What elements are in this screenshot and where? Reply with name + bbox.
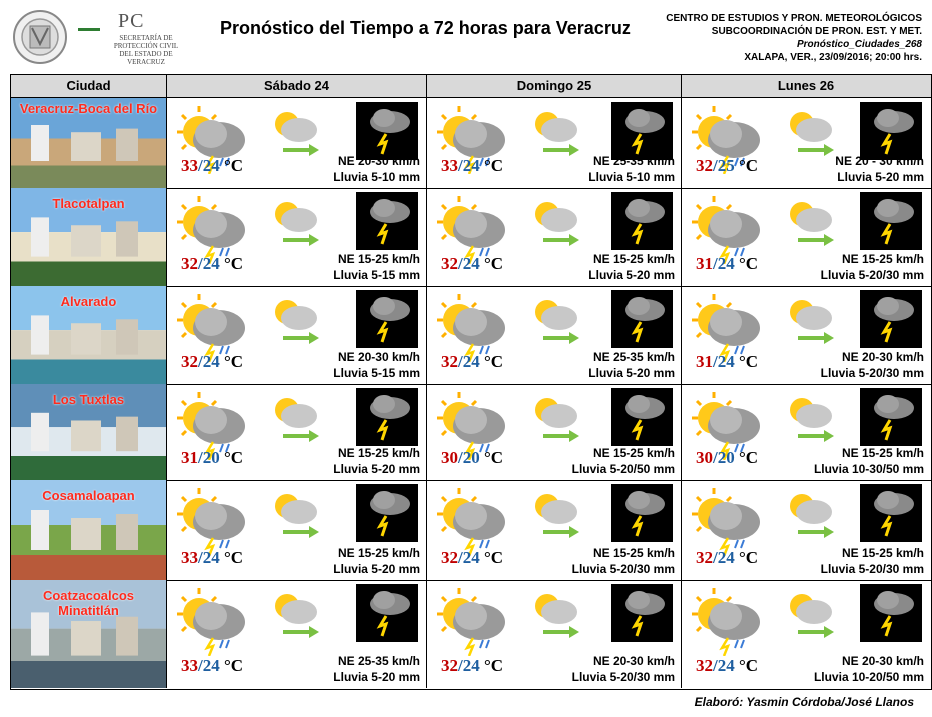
temp-unit: °C	[223, 448, 244, 467]
wind-forecast: NE 15-25 km/h	[841, 546, 924, 560]
sun-cloud-wind-icon	[780, 586, 840, 641]
rain-forecast: Lluvia 5-20 mm	[333, 562, 420, 576]
rain-forecast: Lluvia 5-20/30 mm	[571, 670, 675, 684]
forecast-cell	[427, 188, 682, 286]
city-name: Tlacotalpan	[52, 196, 125, 211]
storm-night-icon	[611, 584, 673, 642]
table-row	[11, 580, 931, 688]
temperature	[441, 656, 503, 676]
temp-separator: /	[198, 448, 203, 467]
temp-separator: /	[198, 656, 203, 675]
sun-cloud-wind-icon	[525, 104, 585, 159]
forecast-cell	[167, 480, 427, 580]
temp-max: 33	[441, 156, 458, 175]
storm-night-icon	[860, 192, 922, 250]
forecast-cell	[167, 188, 427, 286]
forecast-cell	[427, 286, 682, 384]
wind-forecast: NE 15-25 km/h	[337, 252, 420, 266]
temperature	[181, 656, 243, 676]
rain-forecast: Lluvia 10-20/50 mm	[813, 670, 924, 684]
temp-separator: /	[713, 254, 718, 273]
temp-min: 24	[202, 352, 220, 371]
sun-cloud-wind-icon	[265, 486, 325, 541]
temp-separator: /	[458, 352, 463, 371]
storm-night-icon	[356, 484, 418, 542]
temp-separator: /	[458, 656, 463, 675]
author-credit: Elaboró: Yasmin Córdoba/José Llanos	[694, 695, 914, 709]
header-day-1: Sábado 24	[167, 75, 427, 97]
temp-min: 24	[717, 254, 735, 273]
temperature	[696, 448, 758, 468]
temp-max: 32	[441, 254, 458, 273]
temp-separator: /	[713, 656, 718, 675]
storm-night-icon	[860, 484, 922, 542]
temperature	[181, 254, 243, 274]
sun-storm-cloud-icon	[686, 486, 766, 556]
forecast-cell	[167, 98, 427, 188]
temp-max: 32	[441, 352, 458, 371]
temp-separator: /	[458, 156, 463, 175]
storm-night-icon	[611, 290, 673, 348]
temp-separator: /	[713, 448, 718, 467]
pc-letters: PC	[118, 10, 145, 32]
sun-cloud-wind-icon	[265, 104, 325, 159]
table-row	[11, 384, 931, 481]
sun-cloud-wind-icon	[525, 390, 585, 445]
temp-unit: °C	[738, 656, 759, 675]
forecast-table	[10, 74, 932, 690]
temp-max: 32	[696, 656, 713, 675]
storm-night-icon	[860, 290, 922, 348]
temp-separator: /	[198, 548, 203, 567]
table-row	[11, 188, 931, 287]
city-cell	[11, 286, 167, 384]
city-cell	[11, 580, 167, 688]
temp-max: 32	[696, 156, 713, 175]
pc-logo	[78, 10, 188, 66]
temp-separator: /	[198, 156, 203, 175]
temp-unit: °C	[223, 352, 244, 371]
storm-night-icon	[860, 102, 922, 160]
temp-separator: /	[713, 156, 718, 175]
city-cell	[11, 480, 167, 580]
storm-night-icon	[356, 192, 418, 250]
temp-min: 25	[717, 156, 735, 175]
storm-night-icon	[356, 290, 418, 348]
temp-min: 24	[202, 254, 220, 273]
sun-cloud-wind-icon	[525, 486, 585, 541]
storm-night-icon	[860, 388, 922, 446]
pc-sub-2: PROTECCIÓN CIVIL	[113, 42, 179, 50]
temperature	[441, 352, 503, 372]
wind-forecast: NE 20-30 km/h	[841, 654, 924, 668]
sun-storm-cloud-icon	[171, 486, 251, 556]
temp-separator: /	[458, 448, 463, 467]
temp-min: 24	[717, 352, 735, 371]
temperature	[441, 156, 503, 176]
temp-unit: °C	[738, 156, 759, 175]
temp-separator: /	[458, 548, 463, 567]
temp-max: 33	[181, 656, 198, 675]
wind-forecast: NE 20-30 km/h	[841, 350, 924, 364]
wind-forecast: NE 20-30 km/h	[337, 154, 420, 168]
agency-line-2: SUBCOORDINACIÓN DE PRON. EST. Y MET.	[711, 26, 922, 37]
wind-forecast: NE 25-35 km/h	[592, 154, 675, 168]
temp-max: 33	[181, 156, 198, 175]
temperature	[696, 156, 758, 176]
forecast-cell	[427, 98, 682, 188]
rain-forecast: Lluvia 5-15 mm	[333, 366, 420, 380]
state-seal-icon	[10, 8, 70, 66]
rain-forecast: Lluvia 5-20 mm	[333, 462, 420, 476]
temp-min: 24	[462, 156, 480, 175]
header-city: Ciudad	[11, 75, 167, 97]
temp-unit: °C	[483, 448, 504, 467]
forecast-cell	[682, 480, 930, 580]
rain-forecast: Lluvia 5-20/30 mm	[820, 562, 924, 576]
temp-max: 30	[696, 448, 713, 467]
table-row	[11, 98, 931, 189]
storm-night-icon	[860, 584, 922, 642]
table-header	[11, 75, 931, 98]
forecast-cell	[427, 580, 682, 688]
storm-night-icon	[611, 192, 673, 250]
issue-datetime: XALAPA, VER., 23/09/2016; 20:00 hrs.	[744, 52, 922, 63]
sun-storm-cloud-icon	[431, 586, 511, 656]
temp-max: 32	[441, 548, 458, 567]
forecast-cell	[682, 286, 930, 384]
temp-min: 24	[202, 548, 220, 567]
sun-storm-cloud-icon	[431, 486, 511, 556]
wind-forecast: NE 15-25 km/h	[337, 446, 420, 460]
sun-cloud-wind-icon	[780, 194, 840, 249]
rain-forecast: Lluvia 5-20/30 mm	[820, 268, 924, 282]
wind-forecast: NE 20-30 km/h	[592, 654, 675, 668]
city-cell	[11, 384, 167, 480]
temp-unit: °C	[483, 548, 504, 567]
sun-cloud-wind-icon	[525, 292, 585, 347]
wind-forecast: NE 15-25 km/h	[841, 252, 924, 266]
temp-unit: °C	[223, 548, 244, 567]
table-row	[11, 286, 931, 385]
temp-min: 20	[462, 448, 480, 467]
temp-separator: /	[458, 254, 463, 273]
forecast-cell	[682, 580, 930, 688]
pc-sub-1: SECRETARÍA DE	[119, 34, 173, 42]
rain-forecast: Lluvia 5-20 mm	[333, 670, 420, 684]
sun-cloud-wind-icon	[265, 586, 325, 641]
temp-unit: °C	[483, 156, 504, 175]
table-row	[11, 480, 931, 581]
storm-night-icon	[356, 388, 418, 446]
temperature	[441, 448, 503, 468]
temp-unit: °C	[738, 448, 759, 467]
wind-forecast: NE 25-35 km/h	[337, 654, 420, 668]
city-name: Cosamaloapan	[42, 488, 135, 503]
rain-forecast: Lluvia 10-30/50 mm	[813, 462, 924, 476]
rain-forecast: Lluvia 5-10 mm	[333, 170, 420, 184]
rain-forecast: Lluvia 5-20/30 mm	[820, 366, 924, 380]
agency-line-1: CENTRO DE ESTUDIOS Y PRON. METEOROLÓGICOS	[666, 13, 922, 24]
city-name: Coatzacoalcos Minatitlán	[42, 588, 135, 618]
storm-night-icon	[611, 484, 673, 542]
temp-unit: °C	[483, 254, 504, 273]
temperature	[696, 352, 758, 372]
forecast-cell	[167, 580, 427, 688]
storm-night-icon	[356, 102, 418, 160]
temp-unit: °C	[738, 254, 759, 273]
forecast-cell	[682, 384, 930, 480]
sun-cloud-wind-icon	[780, 292, 840, 347]
temp-max: 33	[181, 548, 198, 567]
storm-night-icon	[611, 102, 673, 160]
pc-bar	[78, 28, 100, 31]
sun-cloud-wind-icon	[265, 292, 325, 347]
rain-forecast: Lluvia 5-20 mm	[588, 268, 675, 282]
temp-min: 20	[202, 448, 220, 467]
pc-sub-3: DEL ESTADO DE VERACRUZ	[119, 50, 173, 66]
rain-forecast: Lluvia 5-10 mm	[588, 170, 675, 184]
temp-separator: /	[198, 254, 203, 273]
temperature	[181, 156, 243, 176]
sun-cloud-wind-icon	[265, 390, 325, 445]
rain-forecast: Lluvia 5-20/50 mm	[571, 462, 675, 476]
pc-subtitle	[102, 34, 190, 66]
temp-min: 20	[717, 448, 735, 467]
sun-storm-cloud-icon	[686, 586, 766, 656]
temp-separator: /	[713, 548, 718, 567]
temperature	[181, 548, 243, 568]
temp-max: 31	[181, 448, 198, 467]
storm-night-icon	[356, 584, 418, 642]
wind-forecast: NE 15-25 km/h	[337, 546, 420, 560]
forecast-cell	[427, 384, 682, 480]
temp-min: 24	[462, 254, 480, 273]
sun-cloud-wind-icon	[525, 586, 585, 641]
temperature	[181, 352, 243, 372]
page-title: Pronóstico del Tiempo a 72 horas para Veracruz	[220, 18, 631, 38]
temp-max: 31	[696, 254, 713, 273]
header	[0, 0, 932, 72]
rain-forecast: Lluvia 5-20 mm	[837, 170, 924, 184]
temp-unit: °C	[223, 656, 244, 675]
temperature	[181, 448, 243, 468]
sun-cloud-wind-icon	[780, 104, 840, 159]
temp-max: 32	[181, 352, 198, 371]
temp-max: 32	[441, 656, 458, 675]
temp-min: 24	[462, 352, 480, 371]
temperature	[441, 548, 503, 568]
agency-info	[666, 12, 922, 64]
rain-forecast: Lluvia 5-20 mm	[588, 366, 675, 380]
wind-forecast: NE 15-25 km/h	[841, 446, 924, 460]
temp-min: 24	[717, 548, 735, 567]
wind-forecast: NE 25-35 km/h	[592, 350, 675, 364]
temp-min: 24	[202, 156, 220, 175]
temp-separator: /	[198, 352, 203, 371]
header-day-3: Lunes 26	[777, 78, 835, 93]
forecast-cell	[682, 188, 930, 286]
temperature	[696, 656, 758, 676]
wind-forecast: NE 15-25 km/h	[592, 446, 675, 460]
city-name: Alvarado	[60, 294, 117, 309]
temp-min: 24	[202, 656, 220, 675]
forecast-cell	[682, 98, 930, 188]
wind-forecast: NE 20 - 30 km/h	[835, 154, 924, 168]
city-name: Los Tuxtlas	[52, 392, 125, 407]
header-day-2: Domingo 25	[427, 75, 682, 97]
temperature	[441, 254, 503, 274]
city-name: Veracruz-Boca del Río	[19, 101, 158, 116]
sun-cloud-wind-icon	[525, 194, 585, 249]
temperature	[696, 254, 758, 274]
forecast-cell	[427, 480, 682, 580]
rain-forecast: Lluvia 5-20/30 mm	[571, 562, 675, 576]
sun-cloud-wind-icon	[780, 390, 840, 445]
temperature	[696, 548, 758, 568]
temp-unit: °C	[223, 156, 244, 175]
temp-unit: °C	[223, 254, 244, 273]
city-cell	[11, 188, 167, 286]
sun-cloud-wind-icon	[265, 194, 325, 249]
temp-unit: °C	[738, 548, 759, 567]
rain-forecast: Lluvia 5-15 mm	[333, 268, 420, 282]
wind-forecast: NE 15-25 km/h	[592, 546, 675, 560]
temp-separator: /	[713, 352, 718, 371]
sun-storm-cloud-icon	[171, 586, 251, 656]
temp-unit: °C	[483, 656, 504, 675]
sun-cloud-wind-icon	[780, 486, 840, 541]
forecast-cell	[167, 384, 427, 480]
temp-max: 32	[181, 254, 198, 273]
temp-max: 32	[696, 548, 713, 567]
temp-min: 24	[717, 656, 735, 675]
temp-min: 24	[462, 548, 480, 567]
wind-forecast: NE 15-25 km/h	[592, 252, 675, 266]
temp-unit: °C	[483, 352, 504, 371]
wind-forecast: NE 20-30 km/h	[337, 350, 420, 364]
forecast-cell	[167, 286, 427, 384]
forecast-id: Pronóstico_Ciudades_268	[796, 39, 922, 50]
temp-unit: °C	[738, 352, 759, 371]
storm-night-icon	[611, 388, 673, 446]
temp-max: 31	[696, 352, 713, 371]
temp-min: 24	[462, 656, 480, 675]
city-cell	[11, 98, 167, 188]
temp-max: 30	[441, 448, 458, 467]
